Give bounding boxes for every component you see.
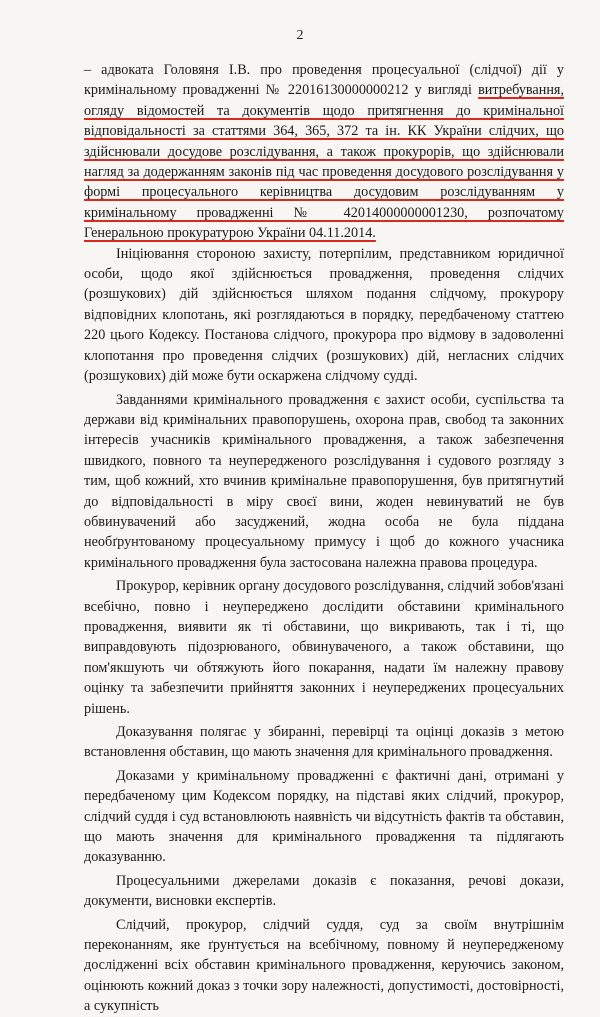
paragraph-4: Доказування полягає у збиранні, перевірці та оцінці доказів з метою встановлення обставин, що мають значення для кримінального провадження. — [84, 724, 564, 761]
paragraph-3: Прокурор, керівник органу досудового розслідування, слідчий зобов'язані всебічно, повно і неупереджено дослідити обставини кримінального провадження, виявити як ті обставини, що викривають, так і ті, що виправдовують підозрюваного, обвинуваченого, а також обставини, що пом'якшують чи обтяжують його покарання, надати їм належну правову оцінку та забезпечити прийняття законних і неупереджених процесуальних рішень. — [84, 578, 564, 717]
paragraph-1: Ініціювання стороною захисту, потерпілим, представником юридичної особи, щодо якої здійснюється провадження, проведення слідчих (розшукових) дій здійснюється шляхом подання слідчому, прокурору відповідних клопотань, які розглядаються в порядку, передбаченому статтею 220 цього Кодексу. Постанова слідчого, прокурора про відмову в задоволенні клопотання про проведення слідчих (розшукових) дій, негласних слідчих (розшукових) дій може бути оскаржена слідчому судді. — [84, 245, 564, 385]
paragraph-5: Доказами у кримінальному провадженні є фактичні дані, отримані у передбаченому цим Кодексом порядку, на підставі яких слідчий, прокурор, слідчий суддя і суд встановлюють наявність чи відсутність фактів та обставин, що мають значення для кримінального провадження та підлягають доказуванню. — [84, 767, 564, 866]
highlighted-request-text: витребування, огляду відомостей та документів щодо притягнення до кримінальної відповідальності за статтями 364, 365, 372 та ін. КК України слідчих, що здійснювали досудове розслідування, а також прокурорів, що здійснювали нагляд за додержанням законів під час проведення досудового розслідування у формі процесуального керівництва досудовим розслідуванням у кримінальному провадженні № 42014000000001230, розпочатому Генеральною прокуратурою України 04.11.2014. — [84, 82, 564, 242]
paragraph-0-text: – адвоката Головяня І.В. про проведення процесуальної (слідчої) дії у кримінальному провадженні № 22016130000000212 у вигляді — [84, 62, 564, 99]
paragraph-0 — [84, 60, 564, 244]
paragraph-7: Слідчий, прокурор, слідчий суддя, суд за своїм внутрішнім переконанням, яке ґрунтується на всебічному, повному й неупередженому дослідженні всіх обставин кримінального провадження, керуючись законом, оцінюють кожний доказ з точки зору належності, допустимості, достовірності, а сукупність — [84, 916, 564, 1015]
paragraph-6: Процесуальними джерелами доказів є показання, речові докази, документи, висновки експертів. — [84, 872, 564, 910]
document-body — [84, 60, 564, 1017]
page-number: 2 — [296, 28, 304, 43]
paragraph-2: Завданнями кримінального провадження є захист особи, суспільства та держави від кримінальних правопорушень, охорона прав, свобод та законних інтересів учасників кримінального провадження, а також забезпечення швидкого, повного та неупередженого розслідування і судового розгляду з тим, щоб кожний, хто вчинив кримінальне правопорушення, був притягнутий до відповідальності в міру своєї вини, жоден невинуватий не був обвинувачений або засуджений, жодна особа не була піддана необґрунтованому процесуальному примусу і щоб до кожного учасника кримінального провадження була застосована належна правова процедура. — [84, 391, 564, 571]
